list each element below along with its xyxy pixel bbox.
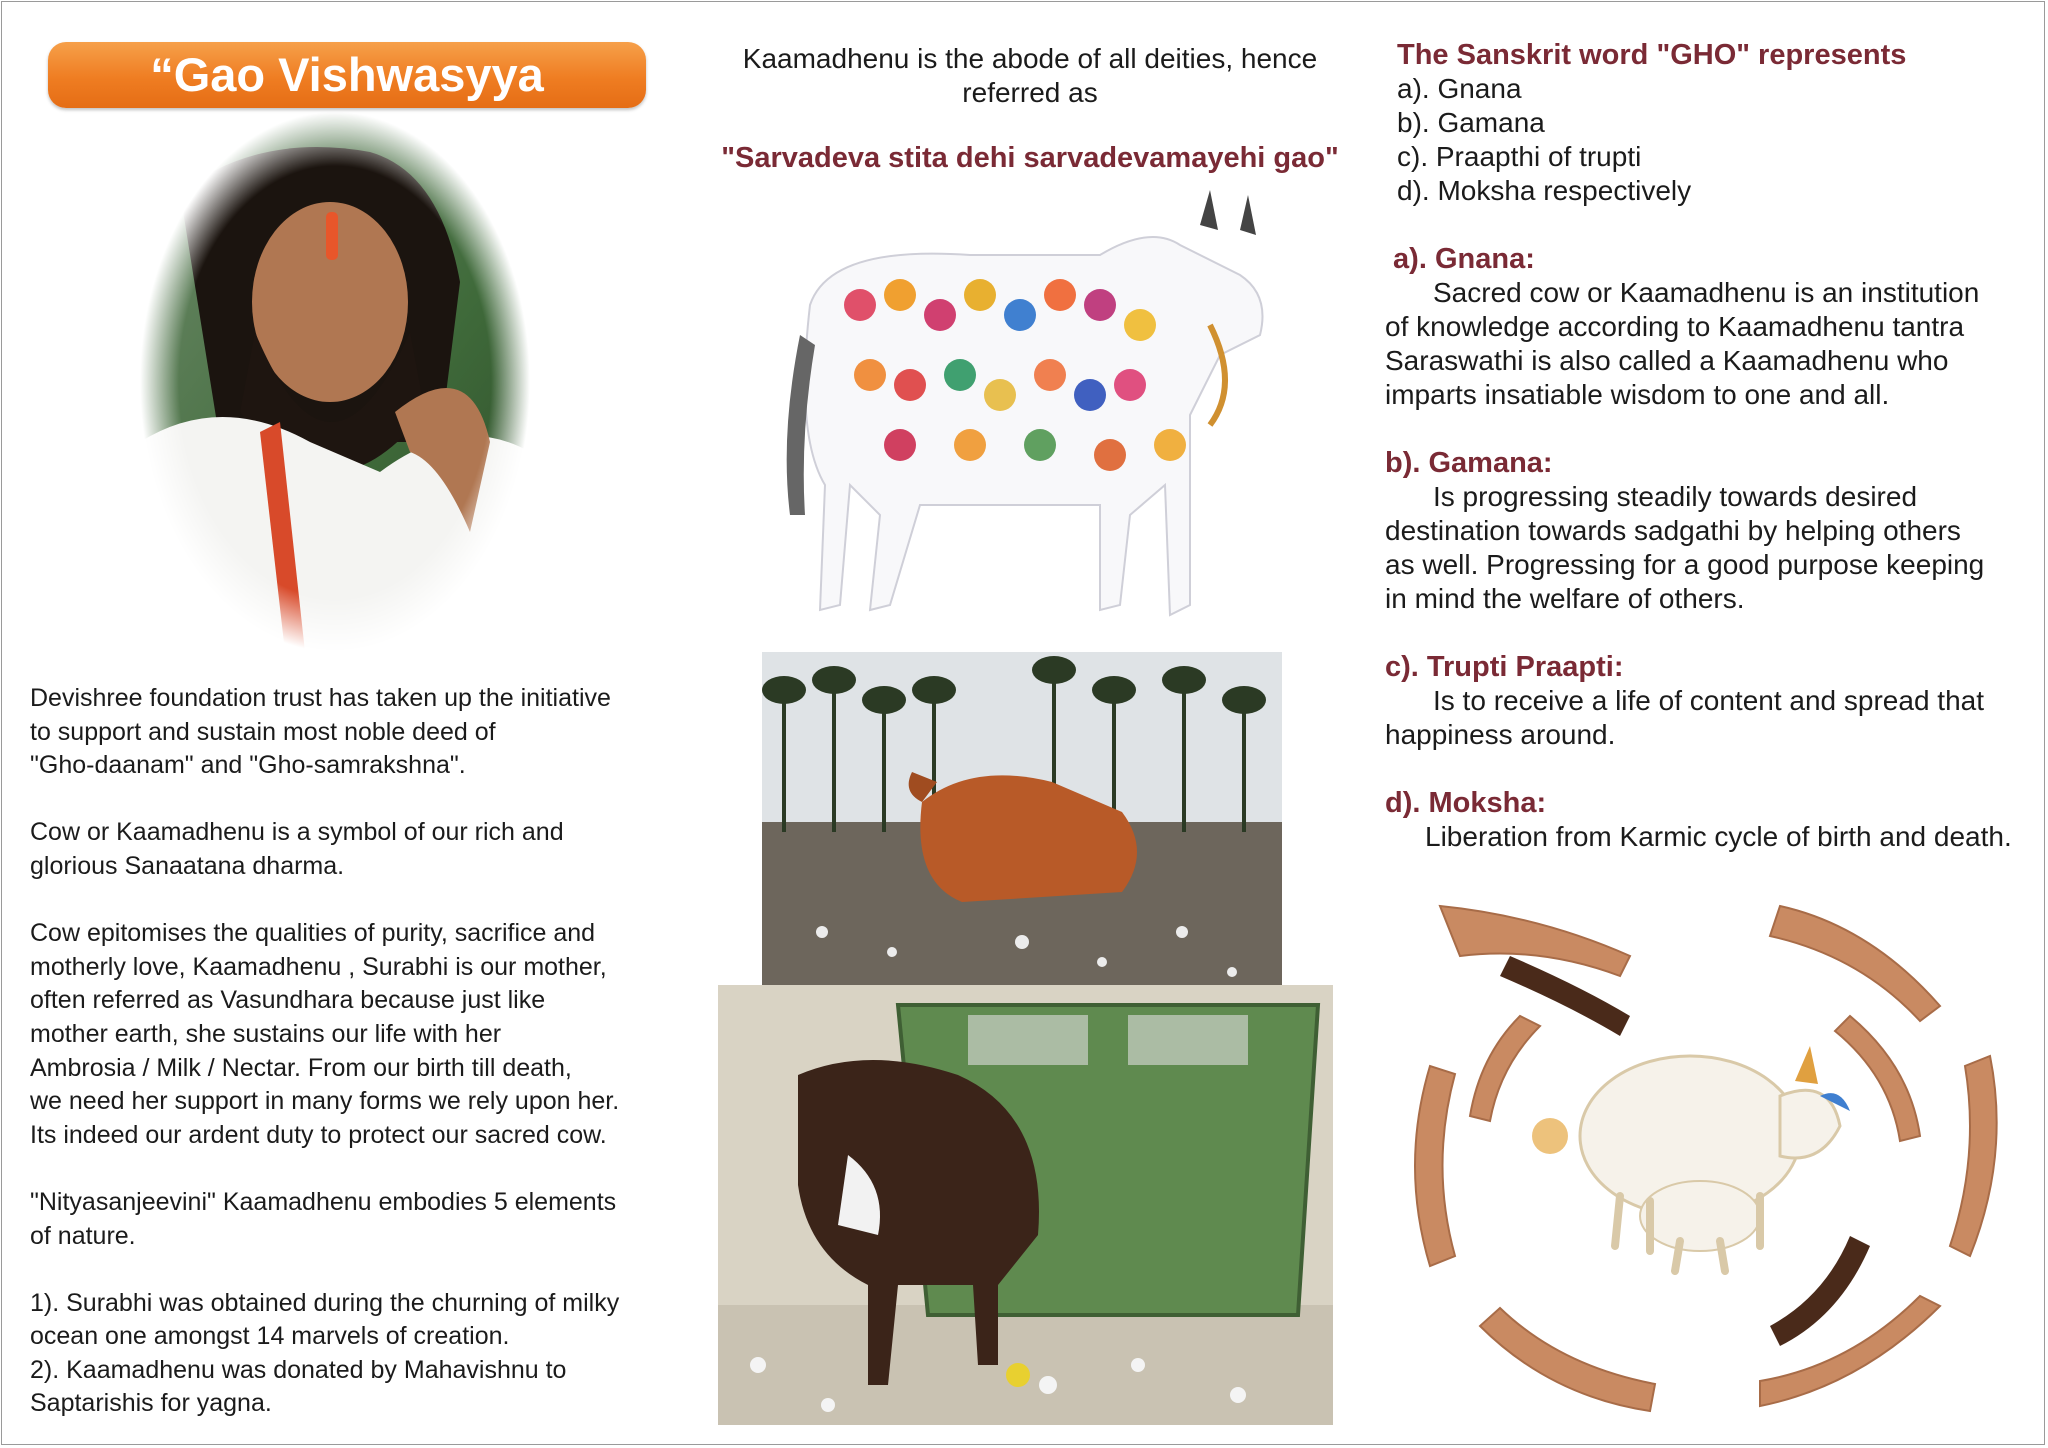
paragraph-symbol: Cow or Kaamadhenu is a symbol of our rich and glorious Sanaatana dharma.: [30, 818, 564, 880]
section-heading: b). Gamana:: [1385, 447, 1553, 479]
gho-meaning-panel: [1385, 38, 2035, 854]
paragraph-elements: "Nityasanjeevini" Kaamadhenu embodies 5 elements of nature.: [30, 1187, 617, 1250]
section-trupti: [1385, 650, 2035, 752]
section-heading: a). Gnana:: [1385, 243, 1535, 275]
kamadhenu-deities-cow-image: [770, 185, 1290, 645]
paragraph-legends: 1). Surabhi was obtained during the churning of milky ocean one amongst 14 marvels of creation. 2). Kaamadhenu was donated by Mahavishnu to Saptarishis for yagna.: [30, 1288, 620, 1418]
section-moksha: [1385, 786, 2035, 854]
section-heading: d). Moksha:: [1385, 787, 1547, 819]
gho-option: a). Gnana: [1397, 73, 1522, 104]
section-body: happiness around.: [1385, 719, 1616, 750]
sage-portrait-image: [140, 112, 530, 652]
section-gnana: [1385, 242, 2035, 412]
page-title-badge: “Gao Vishwasyya: [48, 42, 646, 108]
hands-circle-cow-image: [1400, 896, 2014, 1421]
section-first-line: Sacred cow or Kaamadhenu is an institution: [1433, 277, 1980, 308]
section-body: of knowledge according to Kaamadhenu tantra Saraswathi is also called a Kaamadhenu who imparts insatiable wisdom to one and all.: [1385, 311, 1965, 410]
paragraph-initiative: Devishree foundation trust has taken up the initiative to support and sustain most noble deed of "Gho-daanam" and "Gho-samrakshna".: [30, 684, 611, 780]
left-body-text: [30, 682, 670, 1421]
sanskrit-quote: "Sarvadeva stita dehi sarvadevamayehi gao": [721, 142, 1339, 174]
section-gamana: [1385, 446, 2035, 616]
section-body: destination towards sadgathi by helping others as well. Progressing for a good purpose keeping in mind the welfare of others.: [1385, 515, 1985, 614]
cow-on-garbage-dump-image: [762, 652, 1282, 997]
section-first-line: Is to receive a life of content and spread that: [1433, 685, 1985, 716]
gho-option: d). Moksha respectively: [1397, 175, 1692, 206]
gho-title: The Sanskrit word "GHO" represents: [1397, 39, 1907, 71]
center-heading: Kaamadhenu is the abode of all deities, hence referred as: [742, 43, 1318, 108]
paragraph-qualities: Cow epitomises the qualities of purity, sacrifice and motherly love, Kaamadhenu , Surabhi is our mother, often referred as Vasundhara because just like mother earth, she sustains our life with her Ambrosia / Milk / Nectar. From our birth till death, we need her support in many forms we rely upon her. Its indeed our ardent duty to protect our sacred cow.: [30, 919, 620, 1149]
section-heading: c). Trupti Praapti:: [1385, 651, 1624, 683]
gho-option: b). Gamana: [1397, 107, 1545, 138]
cow-at-dumpster-image: [718, 985, 1333, 1425]
section-first-line: Liberation from Karmic cycle of birth and death.: [1425, 821, 2012, 852]
section-first-line: Is progressing steadily towards desired: [1433, 481, 1918, 512]
gho-option: c). Praapthi of trupti: [1397, 141, 1642, 172]
